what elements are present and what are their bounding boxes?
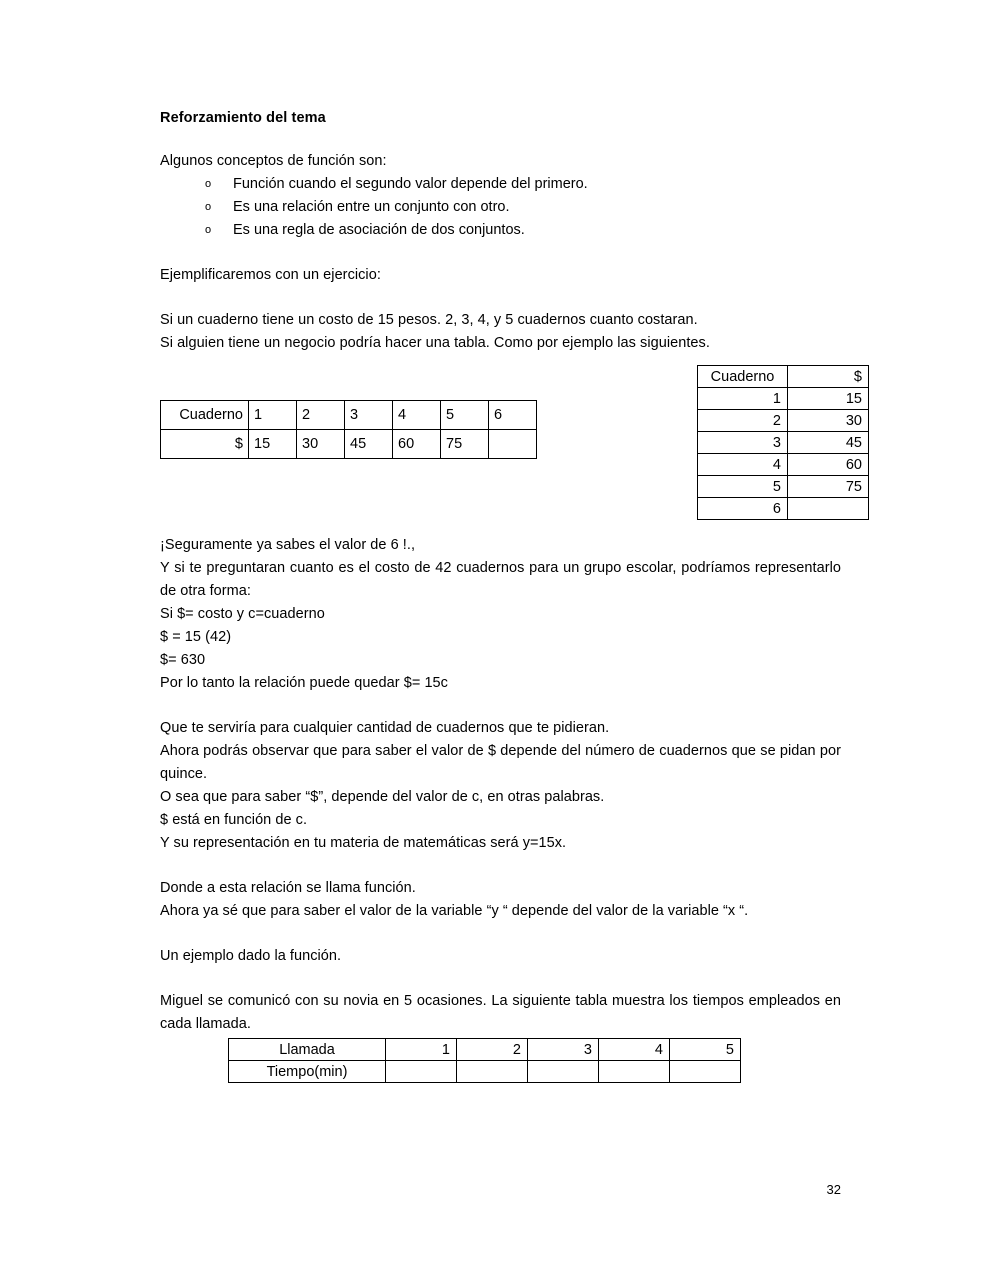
table-cell [670,1061,741,1083]
spacer [160,287,841,309]
para-ahora-podras-observar: Ahora podrás observar que para saber el valor de $ depende del número de cuadernos que se pidan por quince. [160,743,841,782]
para-miguel-llamadas: Miguel se comunicó con su novia en 5 ocasiones. La siguiente tabla muestra los tiempos empleados en cada llamada. [160,993,841,1032]
column-header-precio: $ [788,366,869,388]
table-cell [489,430,537,459]
table-row [698,498,869,520]
table-row [229,1039,741,1061]
table-row [698,410,869,432]
concepts-list [160,173,841,242]
table-cell [528,1061,599,1083]
table-cell [457,1061,528,1083]
spacer [160,128,841,150]
table-cell: 45 [788,432,869,454]
bullet-circle-icon: o [205,201,212,213]
spacer [160,968,841,990]
row-label-cuaderno: Cuaderno [161,401,249,430]
table-cell: 4 [698,454,788,476]
line-definicion-variables: Si $= costo y c=cuaderno [160,606,325,622]
table-row [229,1061,741,1083]
table-cell: 60 [393,430,441,459]
bullet-circle-icon: o [205,178,212,190]
list-item [160,173,841,196]
table-cell: 2 [698,410,788,432]
table-cell: 4 [393,401,441,430]
intro-line: Algunos conceptos de función son: [160,153,387,169]
table-row [698,476,869,498]
column-header-cuaderno: Cuaderno [698,366,788,388]
spacer [160,855,841,877]
table-cell: 6 [698,498,788,520]
table-cell: 4 [599,1039,670,1061]
line-que-te-serviria: Que te serviría para cualquier cantidad de cuadernos que te pidieran. [160,720,610,736]
line-ecuacion-15x42: $ = 15 (42) [160,629,232,645]
table-cell: 3 [345,401,393,430]
table-cell: 1 [249,401,297,430]
table-cell: 2 [457,1039,528,1061]
line-costo-cuaderno: Si un cuaderno tiene un costo de 15 pesos. 2, 3, 4, y 5 cuadernos cuanto costaran. [160,312,698,328]
table-cell [386,1061,457,1083]
section-heading: Reforzamiento del tema [160,110,326,126]
line-representacion-y15x: Y su representación en tu materia de matemáticas será y=15x. [160,835,567,851]
list-item-label: Función cuando el segundo valor depende del primero. [233,176,588,192]
table-cell: 5 [441,401,489,430]
spacer [160,695,841,717]
list-item [160,219,841,242]
spacer [160,242,841,264]
table-row [698,388,869,410]
table-row [698,432,869,454]
table-cell: 6 [489,401,537,430]
table-cell: 2 [297,401,345,430]
table-cell: 30 [297,430,345,459]
table-cell [788,498,869,520]
table-cell: 5 [698,476,788,498]
bullet-circle-icon: o [205,224,212,236]
line-negocio-tabla: Si alguien tiene un negocio podría hacer una tabla. Como por ejemplo las siguientes. [160,335,710,351]
table-cell: 30 [788,410,869,432]
line-variable-y-x: Ahora ya sé que para saber el valor de la variable “y “ depende del valor de la variable “x “. [160,903,749,919]
table-cell: 75 [788,476,869,498]
table-row [698,454,869,476]
table-cell: 5 [670,1039,741,1061]
table-cell: 3 [528,1039,599,1061]
line-relacion-15c: Por lo tanto la relación puede quedar $= 15c [160,675,448,691]
table-row [161,401,537,430]
list-item [160,196,841,219]
table-cuaderno-horizontal [160,400,537,459]
table-cell: 15 [788,388,869,410]
table-cell: 3 [698,432,788,454]
row-label-precio: $ [161,430,249,459]
table-header-row [698,366,869,388]
table-cell: 75 [441,430,489,459]
table-cell: 15 [249,430,297,459]
row-label-llamada: Llamada [229,1039,386,1061]
line-resultado-630: $= 630 [160,652,206,668]
list-item-label: Es una relación entre un conjunto con otro. [233,199,510,215]
line-seguramente: ¡Seguramente ya sabes el valor de 6 !., [160,537,416,553]
table-cell: 1 [386,1039,457,1061]
table-cell: 45 [345,430,393,459]
table-cuaderno-vertical [697,365,869,520]
table-cell [599,1061,670,1083]
para-costo-42-cuadernos: Y si te preguntaran cuanto es el costo de 42 cuadernos para un grupo escolar, podríamos representarlo de otra forma: [160,560,841,599]
table-llamada [228,1038,741,1083]
line-esta-en-funcion: $ está en función de c. [160,812,308,828]
spacer [160,923,841,945]
table-cell: 1 [698,388,788,410]
line-o-sea-que: O sea que para saber “$”, depende del valor de c, en otras palabras. [160,789,605,805]
table-row [161,430,537,459]
line-ejemplificaremos: Ejemplificaremos con un ejercicio: [160,267,381,283]
list-item-label: Es una regla de asociación de dos conjuntos. [233,222,525,238]
table-cell: 60 [788,454,869,476]
line-un-ejemplo: Un ejemplo dado la función. [160,948,342,964]
row-label-tiempo: Tiempo(min) [229,1061,386,1083]
page-number: 32 [826,1182,841,1197]
line-se-llama-funcion: Donde a esta relación se llama función. [160,880,416,896]
document-body [160,108,841,1036]
